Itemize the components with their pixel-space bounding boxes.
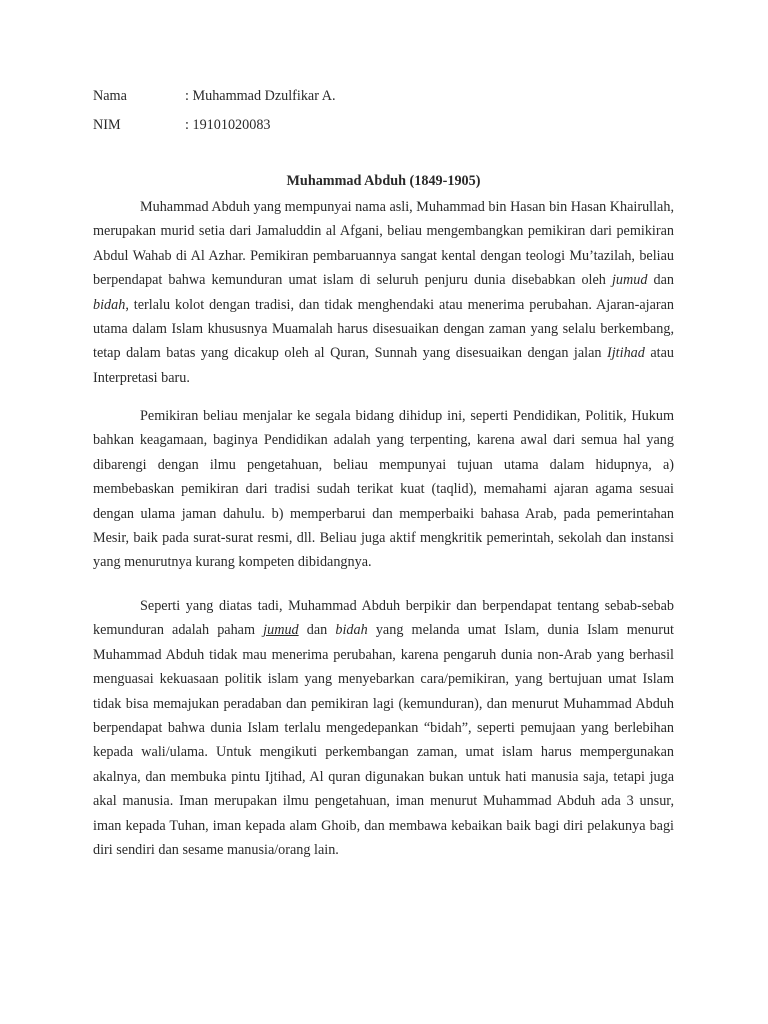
name-label: Nama bbox=[93, 88, 127, 104]
paragraph-1-text-b: dan bbox=[647, 272, 674, 289]
name-field-row bbox=[93, 86, 336, 106]
document-title: Muhammad Abduh (1849-1905) bbox=[286, 173, 481, 189]
paragraph-1-text-a: Muhammad Abduh yang mempunyai nama asli, Muhammad bin Hasan bin Hasan Khairullah, merupakan murid setia dari Jamaluddin al Afgani, beliau mengembangkan pemikiran dari pemikiran Abdul Wahab di Al Azhar. Pemikiran pembaruannya sangat kental dengan teologi Mu’tazilah, beliau berpendapat bahwa kemunduran umat islam di seluruh penjuru dunia disebabkan oleh bbox=[93, 199, 674, 289]
paragraph-1-text-d: atau Interpretasi baru. bbox=[93, 345, 674, 386]
name-value: : Muhammad Dzulfikar A. bbox=[185, 88, 336, 104]
paragraph-3-text-a: Seperti yang diatas tadi, Muhammad Abduh berpikir dan berpendapat tentang sebab-sebab kemunduran adalah paham bbox=[93, 598, 674, 639]
term-bidah: bidah bbox=[93, 296, 126, 313]
student-id-value: : 19101020083 bbox=[185, 117, 271, 133]
student-id-label: NIM bbox=[93, 117, 121, 133]
paragraph-3-text-b: dan bbox=[298, 622, 336, 639]
paragraph-3-text-c: yang melanda umat Islam, dunia Islam menurut Muhammad Abduh tidak mau menerima perubahan, karena pengaruh dunia non-Arab yang berhasil menguasai kekuasaan politik islam yang menyebarkan cara/pemikiran, yang bertujuan umat Islam tidak bisa memajukan peradaban dan pemikiran lagi (kemunduran), dan menurut Muhammad Abduh berpendapat bahwa dunia Islam terlalu mengedepankan “bidah”, seperti pemujaan yang berlebihan kepada wali/ulama. Untuk mengikuti perkembangan zaman, umat islam harus mempergunakan akalnya, dan membuka pintu Ijtihad, Al quran digunakan bukan untuk hati manusia saja, tetapi juga akal manusia. Iman merupakan ilmu pengetahuan, iman menurut Muhammad Abduh ada 3 unsur, iman kepada Tuhan, iman kepada alam Ghoib, dan membawa kebaikan baik bagi diri pelakunya bagi diri sendiri dan sesame manusia/orang lain. bbox=[93, 622, 674, 859]
term-bidah: bidah bbox=[335, 622, 368, 639]
paragraph-1-text-c: , terlalu kolot dengan tradisi, dan tidak menghendaki atau menerima perubahan. Ajaran-ajaran utama dalam Islam khususnya Muamalah harus disesuaikan dengan zaman yang selalu berkembang, tetap dalam batas yang dicakup oleh al Quran, Sunnah yang disesuaikan dengan jalan bbox=[93, 296, 674, 362]
paragraph-3 bbox=[93, 594, 674, 862]
term-jumud-underlined: jumud bbox=[263, 622, 299, 639]
paragraph-2: Pemikiran beliau menjalar ke segala bidang dihidup ini, seperti Pendidikan, Politik, Hukum bahkan keagamaan, baginya Pendidikan adalah yang terpenting, karena awal dari semua hal yang dibarengi dengan ilmu pengetahuan, beliau mempunyai tujuan utama dalam hidupnya, a) membebaskan pemikiran dari tradisi sudah terikat kuat (taqlid), memahami ajaran agama sesuai dengan ulama jaman dahulu. b) memperbarui dan memperbaiki bahasa Arab, pada pemerintahan Mesir, baik pada surat-surat resmi, dll. Beliau juga aktif mengkritik pemerintah, sekolah dan instansi yang menurutnya kurang kompeten dibidangnya. bbox=[93, 408, 674, 571]
term-jumud: jumud bbox=[611, 272, 648, 289]
paragraph-1 bbox=[93, 195, 674, 390]
student-id-field-row bbox=[93, 115, 271, 135]
term-ijtihad: Ijtihad bbox=[607, 345, 645, 362]
